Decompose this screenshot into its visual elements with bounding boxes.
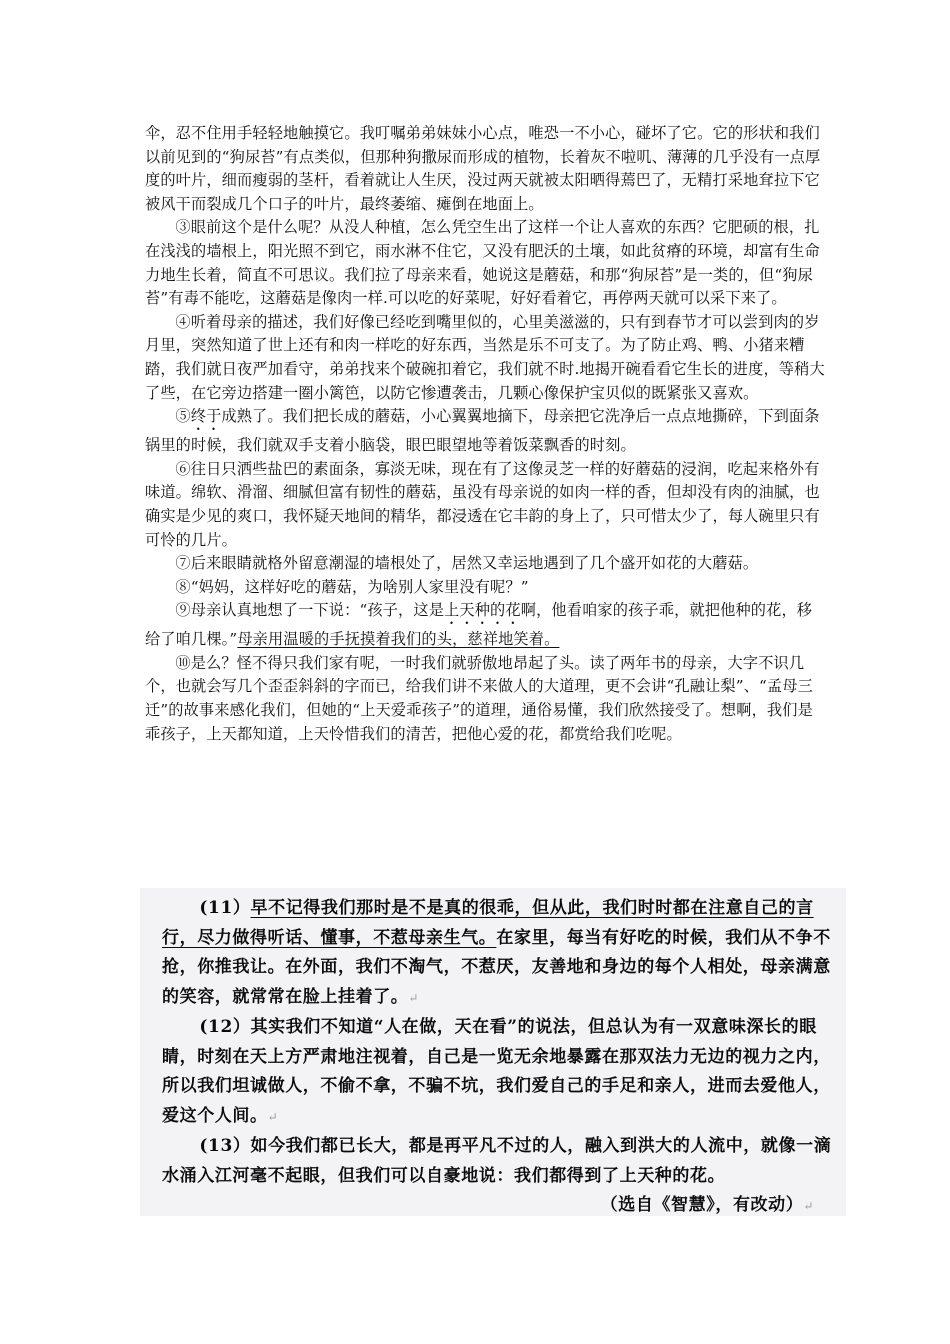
paragraph-12: [162, 1013, 832, 1132]
source-text: （选自《智慧》，有改动）: [600, 1195, 804, 1215]
return-mark-icon: ↵: [408, 990, 420, 1005]
dotted-phrase: 上天种的花: [444, 601, 521, 620]
paragraph-3: ③眼前这个是什么呢？从没人种植，怎么凭空生出了这样一个让人喜欢的东西？它肥硕的根，扎在浅浅的墙根上，阳光照不到它，雨水淋不住它，又没有肥沃的土壤，如此贫瘠的环境，却富有生命力地生长着，简直不可思议。我们拉了母亲来看，她说这是蘑菇，和那“狗尿苔”是一类的，但“狗尿苔”有毒不能吃，这蘑菇是像肉一样.可以吃的好菜呢，好好看着它，再停两天就可以采下来了。: [145, 218, 820, 308]
paragraph-11-text: 在家里，每当有好吃的时候，我们从不争不抢，你推我让。在外面，我们不淘气，不惹厌，友善地和身边的每个人相处，母亲满意的笑容，就常常在脸上挂着了。: [162, 927, 831, 1007]
underlined-sentence: 早不记得我们那时是不是真的很乖，但从此，我们时时都在注意自己的言行，尽力做得听话、懂事，不惹母亲生气。: [162, 898, 814, 948]
return-mark-icon: ↵: [267, 1109, 279, 1124]
paragraph-2-continued: 伞，忍不住用手轻轻地触摸它。我叮嘱弟弟妹妹小心点，唯恐一不小心，碰坏了它。它的形状和我们以前见到的“狗尿苔”有点类似，但那种狗撒尿而形成的植物，长着灰不啦叽、薄薄的几乎没有一点厚度的叶片，细而瘦弱的茎杆，看着就让人生厌，没过两天就被太阳晒得蔫巴了，无精打采地耷拉下它被风干而裂成几个口子的叶片，最终萎缩、瘫倒在地面上。: [145, 124, 821, 213]
scanned-excerpt: [140, 888, 846, 1216]
paragraph-4: ④听着母亲的描述，我们好像已经吃到嘴里似的，心里美滋滋的，只有到春节才可以尝到肉的岁月里，突然知道了世上还有和肉一样吃的好东西，当然是乐不可支了。为了防止鸡、鸭、小猪来糟踏，我们就日夜严加看守，弟弟找来个破碗扣着它，我们就不时.地揭开碗看看它生长的进度，等稍大了些，在它旁边搭建一圈小篱笆，以防它惨遭袭击，几颗心像保护宝贝似的既紧张又喜欢。: [145, 312, 825, 402]
underlined-sentence: 母亲用温暖的手抚摸着我们的头，慈祥地笑着。: [237, 630, 560, 649]
paragraph-11-number: (11）: [199, 898, 251, 918]
paragraph-5-number: ⑤: [175, 407, 191, 426]
paragraph-7: ⑦后来眼睛就格外留意潮湿的墙根处了，居然又幸运地遇到了几个盛开如花的大蘑菇。: [175, 554, 759, 573]
paragraph-13: (13）如今我们都已长大，都是再平凡不过的人，融入到洪大的人流中，就像一滴水涌入江河毫不起眼，但我们可以自豪地说：我们都得到了上天种的花。: [162, 1136, 832, 1186]
return-mark-icon: ↵: [803, 1199, 814, 1213]
paragraph-8: ⑧“妈妈，这样好吃的蘑菇，为啥别人家里没有呢？”: [175, 577, 529, 596]
paragraph-9-text-a: ⑨母亲认真地想了一下说：“孩子，这是: [175, 601, 445, 620]
paragraph-5: [145, 405, 825, 458]
paragraph-12-text: (12）其实我们不知道“人在做，天在看”的说法，但总认为有一双意味深长的眼睛，时刻在天上方严肃地注视着，自己是一览无余地暴露在那双法力无边的视力之内，所以我们坦诚做人，不偷不拿，不骗不坑，我们爱自己的手足和亲人，进而去爱他人，爱这个人间。: [162, 1017, 831, 1126]
paragraph-5-text: 成熟了。我们把长成的蘑菇，小心翼翼地摘下，母亲把它洗净后一点点地撕碎，下到面条锅里的时候，我们就双手支着小脑袋，眼巴眼望地等着饭菜飘香的时刻。: [145, 407, 820, 455]
source-note: [162, 1191, 832, 1222]
paragraph-11: [162, 894, 832, 1013]
paragraph-9: [145, 599, 825, 652]
paragraph-6: ⑥往日只洒些盐巴的素面条，寡淡无味，现在有了这像灵芝一样的好蘑菇的浸润，吃起来格外有味道。绵软、滑溜、细腻但富有韧性的蘑菇，虽没有母亲说的如肉一样的香，但却没有肉的油腻，也确实是少见的爽口，我怀疑天地间的精华，都浸透在它丰韵的身上了，只可惜太少了，每人碗里只有可怜的几片。: [145, 459, 820, 549]
paragraph-9-text-b: 啊，他看咱家的孩子乖，就把他种的花，移给了咱几棵。”: [145, 601, 813, 649]
dotted-phrase: 终于: [190, 407, 222, 426]
paragraph-10: ⑩是么？怪不得只我们家有呢，一时我们就骄傲地昂起了头。读了两年书的母亲，大字不识几个，也就会写几个歪歪斜斜的字而已，给我们讲不来做人的大道理，更不会讲“孔融让梨”、“孟母三迁”的故事来感化我们，但她的“上天爱乖孩子”的道理，通俗易懂，我们欣然接受了。想啊，我们是乖孩子，上天都知道，上天怜惜我们的清苦，把他心爱的花，都赏给我们吃呢。: [145, 653, 813, 743]
article-text: [145, 122, 825, 746]
